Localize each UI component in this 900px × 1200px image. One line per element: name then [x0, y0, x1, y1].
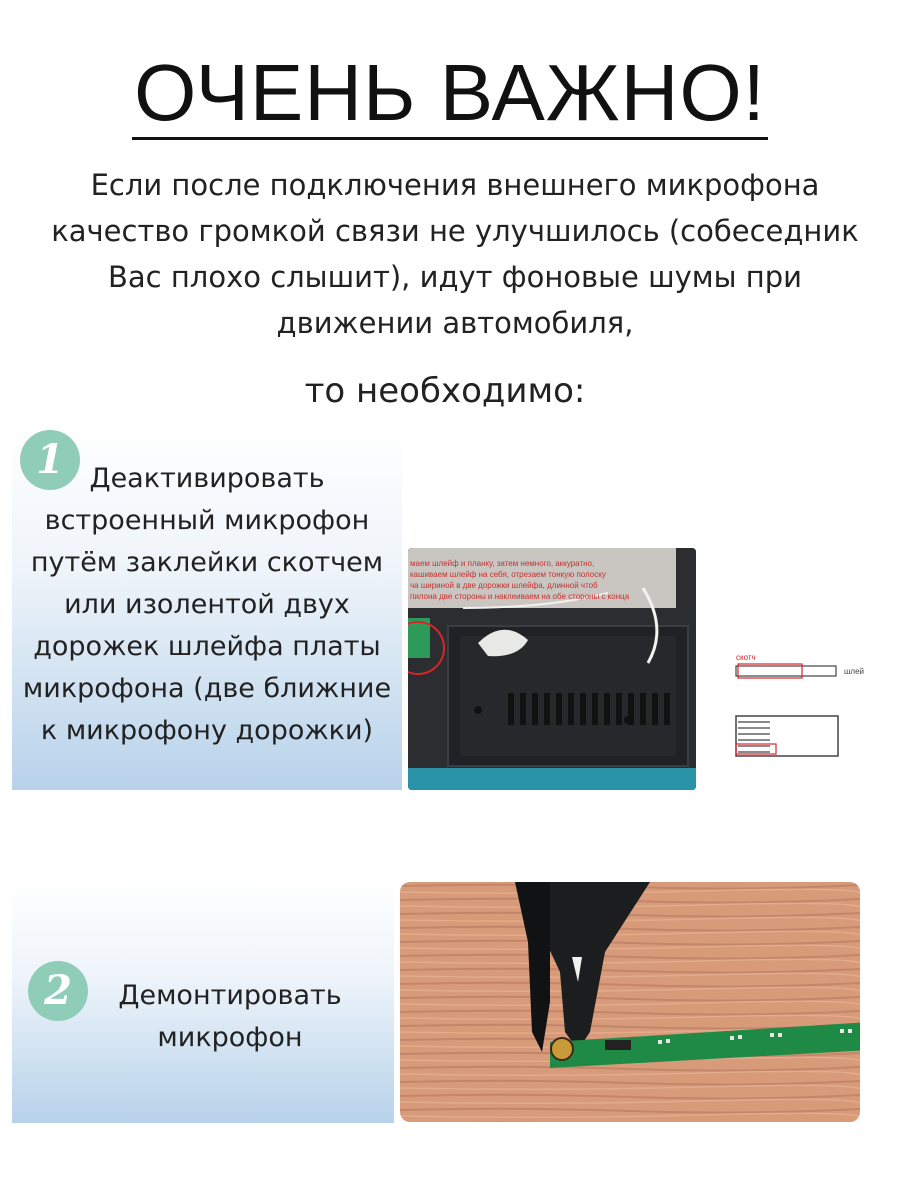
page-title-text: ОЧЕНЬ ВАЖНО! — [132, 48, 768, 140]
tape-diagram — [730, 648, 880, 768]
step-2-number-badge: 2 — [28, 961, 88, 1021]
cable-label: шлей — [844, 667, 865, 676]
photo-caption-line-4: пилона две стороны и наклеиваем на обе стороны с конца — [410, 592, 630, 601]
step-1-number-badge: 1 — [20, 430, 80, 490]
intro-paragraph: Если после подключения внешнего микрофона качество громкой связи не улучшилось (собеседник Вас плохо слышит), идут фоновые шумы при движении автомобиля, — [51, 168, 859, 340]
subheading: то необходимо: — [304, 371, 586, 411]
step-1-photo — [408, 548, 696, 790]
step-2-text: Демонтировать микрофон — [118, 980, 342, 1053]
step-1-text: Деактивировать встроенный микрофон путём заклейки скотчем или изолентой двух дорожек шлейфа платы микрофона (две ближние к микрофону дорожки) — [22, 463, 392, 746]
photo-caption-line-1: маем шлейф и планку, затем немного, аккуратно, — [410, 559, 595, 568]
tape-label: скотч — [736, 653, 756, 662]
page-title — [0, 48, 900, 138]
photo-caption-line-3: ча шириной в две дорожки шлейфа, длинной чтоб — [410, 581, 598, 590]
step-2-photo — [400, 882, 860, 1122]
circuit-board-photo — [408, 548, 696, 790]
pliers-cutting-microphone-photo — [400, 882, 860, 1122]
photo-caption-line-2: кашиваем шлейф на себя, отрезаем тонкую полоску — [410, 570, 606, 579]
